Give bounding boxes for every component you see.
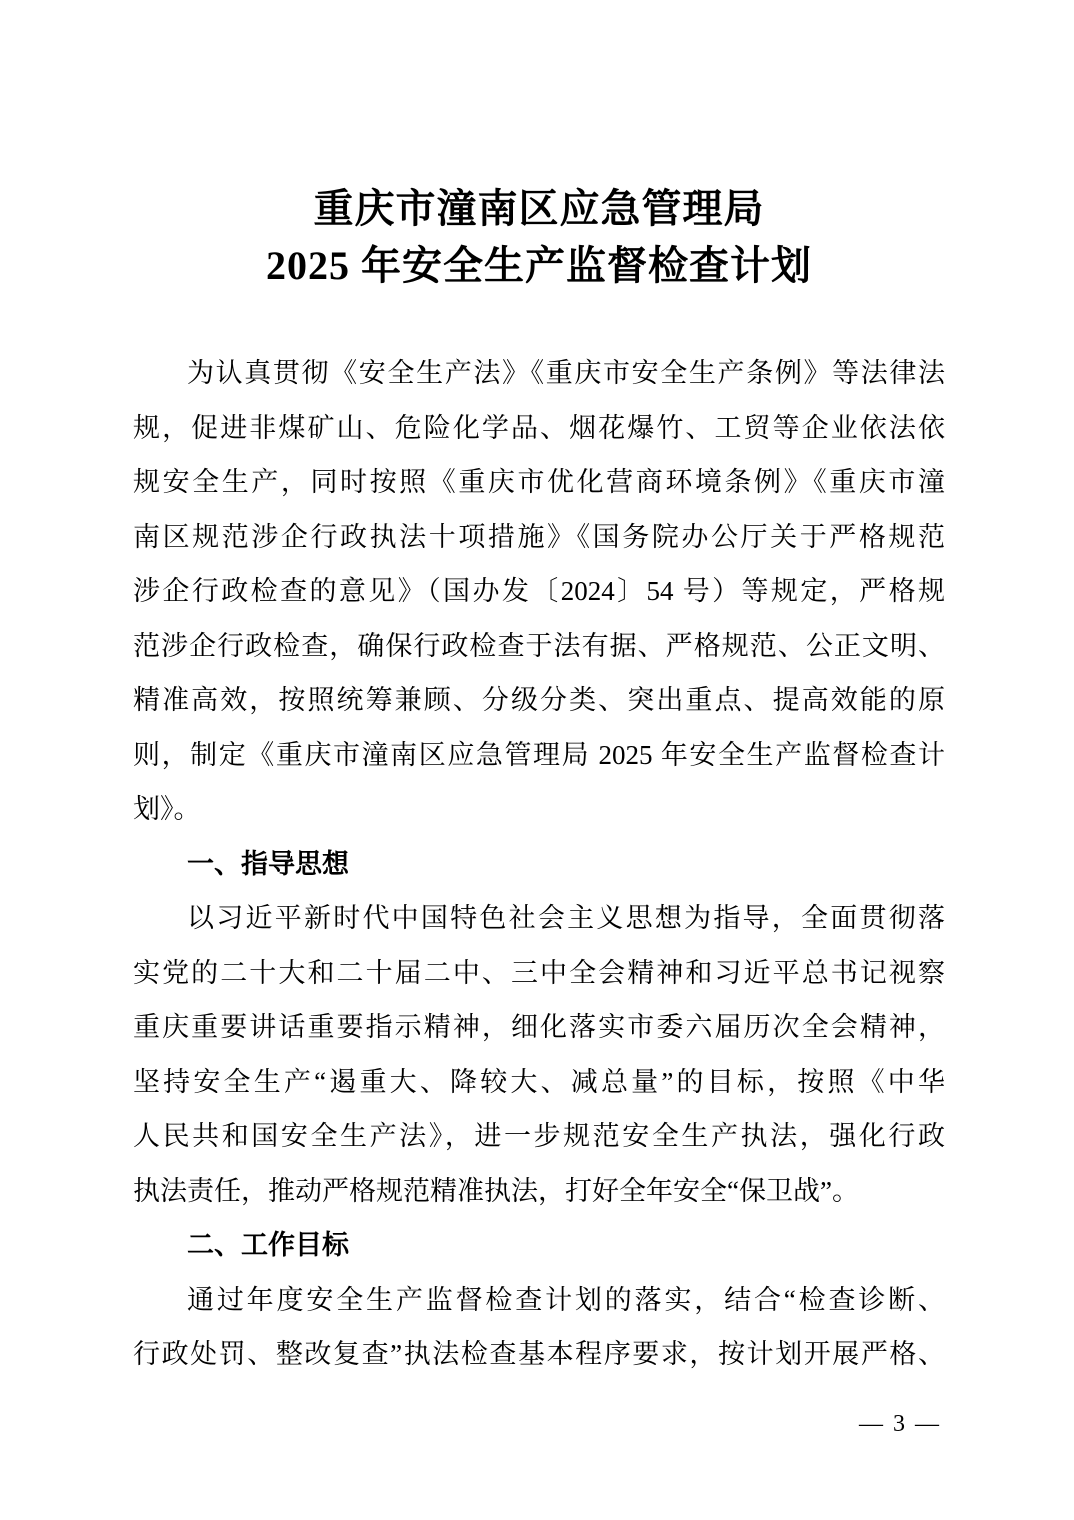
text-line: 重庆重要讲话重要指示精神，细化落实市委六届历次全会精神， [133, 1012, 945, 1042]
text-line: 通过年度安全生产监督检查计划的落实，结合“检查诊断、 [187, 1284, 945, 1315]
title-line-1: 重庆市潼南区应急管理局 [313, 186, 765, 231]
text-line: 执法责任，推动严格规范精准执法，打好全年安全“保卫战”。 [133, 1175, 859, 1206]
document-content [133, 0, 945, 1382]
text-line: 涉企行政检查的意见》（国办发〔2024〕54 号）等规定，严格规 [133, 576, 945, 606]
text-line: 精准高效，按照统筹兼顾、分级分类、突出重点、提高效能的原 [133, 685, 945, 715]
text-line: 则，制定《重庆市潼南区应急管理局 2025 年安全生产监督检查计 [133, 739, 945, 770]
text-line: 划》。 [133, 794, 201, 824]
text-line: 以习近平新时代中国特色社会主义思想为指导，全面贯彻落 [187, 903, 945, 933]
section-heading: 二、工作目标 [187, 1230, 349, 1260]
text-line: 范涉企行政检查，确保行政检查于法有据、严格规范、公正文明、 [133, 630, 945, 661]
text-line: 人民共和国安全生产法》，进一步规范安全生产执法，强化行政 [133, 1121, 945, 1151]
title-line-2: 2025 年安全生产监督检查计划 [266, 243, 812, 288]
section-heading: 一、指导思想 [187, 848, 349, 879]
text-line: 坚持安全生产“遏重大、降较大、减总量”的目标，按照《中华 [133, 1066, 945, 1097]
page-number: — 3 — [859, 1411, 941, 1437]
text-line: 规安全生产，同时按照《重庆市优化营商环境条例》《重庆市潼 [133, 467, 945, 497]
document-title [133, 0, 945, 294]
paragraph [133, 1273, 945, 1382]
text-line: 为认真贯彻《安全生产法》《重庆市安全生产条例》等法律法 [187, 358, 945, 388]
text-line: 南区规范涉企行政执法十项措施》《国务院办公厅关于严格规范 [133, 521, 945, 552]
document-body [133, 346, 945, 1382]
text-line: 行政处罚、整改复查”执法检查基本程序要求，按计划开展严格、 [133, 1339, 945, 1369]
text-line: 规，促进非煤矿山、危险化学品、烟花爆竹、工贸等企业依法依 [133, 412, 945, 443]
paragraph [133, 346, 945, 837]
paragraph [133, 891, 945, 1218]
text-line: 实党的二十大和二十届二中、三中全会精神和习近平总书记视察 [133, 957, 945, 988]
